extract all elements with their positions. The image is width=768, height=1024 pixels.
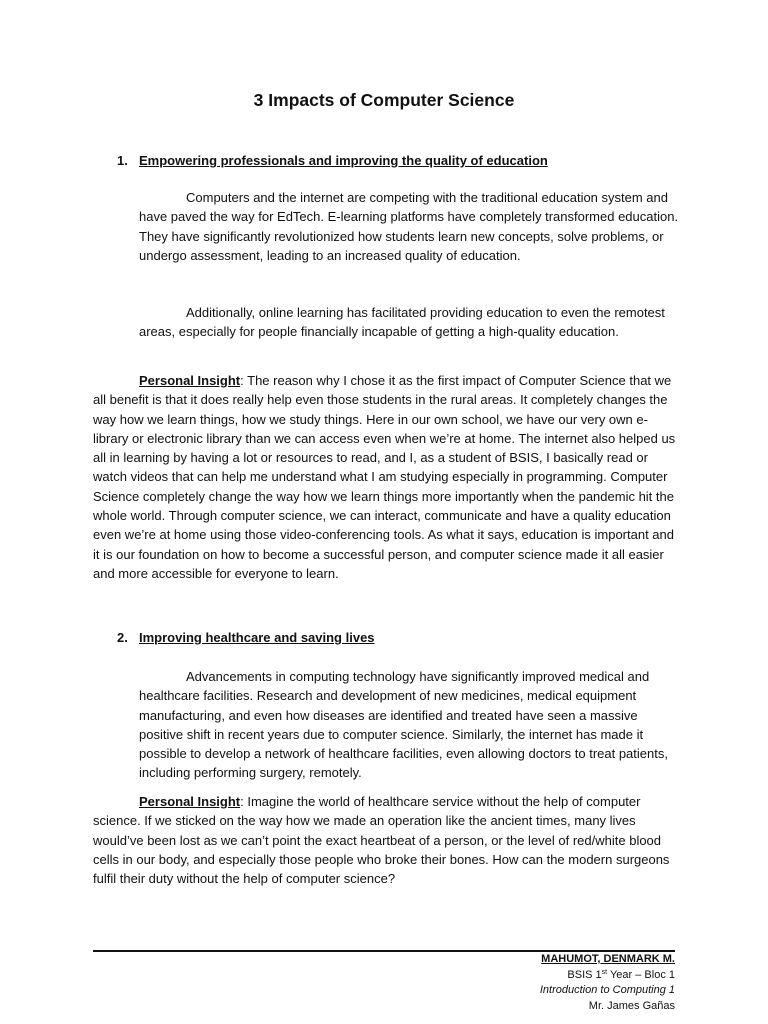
author-name: MAHUMOT, DENMARK M. [541, 953, 675, 965]
section-1-number: 1. [117, 153, 128, 168]
section-1-paragraph-2: Additionally, online learning has facilitated providing education to even the remotest areas, especially for people financially incapable of getting a high-quality education. [139, 305, 665, 340]
section-1-personal-insight [93, 371, 679, 583]
program-ordinal: st [601, 968, 608, 976]
program: BSIS 1 [567, 968, 602, 981]
footer [540, 952, 675, 1014]
section-1-insight-text: : The reason why I chose it as the first impact of Computer Science that we all benefit is that it does really help even those students in the rural areas. It completely changes the way how we learn things, how we study things. Here in our own school, we have our very own e-library or electronic library than we can access even when we’re at home. The internet also helped us all in learning by having a lot or resources to read, and I, as a student of BSIS, I basically read or watch videos that can help me understand what I am studying especially in programming. Computer Science completely change the way how we learn things more importantly when the pandemic hit the whole world. Through computer science, we can interact, communicate and have a quality education even we’re at home using those video-conferencing tools. As what it says, education is important and it is our foundation on how to become a successful person, and computer science made it all easier and more accessible for everyone to learn. [93, 373, 676, 581]
instructor-name: Mr. James Gañas [588, 999, 675, 1012]
year-bloc: Year – Bloc 1 [607, 968, 675, 981]
section-1-heading [117, 152, 548, 170]
program-year-bloc [540, 968, 675, 984]
section-2-paragraph-1: Advancements in computing technology have significantly improved medical and healthcare facilities. Research and development of new medicines, medical equipment manufacturing, and even how diseases are identified and treated have seen a massive positive shift in recent years due to computer science. Similarly, the internet has made it possible to develop a network of healthcare facilities, even allowing doctors to treat patients, including performing surgery, remotely. [139, 669, 668, 781]
section-2-personal-insight [93, 792, 679, 888]
section-2-number: 2. [117, 630, 128, 645]
section-2-title: Improving healthcare and saving lives [139, 630, 375, 645]
section-1-title: Empowering professionals and improving the quality of education [139, 153, 548, 168]
section-2-insight-label: Personal Insight [139, 794, 241, 809]
section-1-paragraph-1: Computers and the internet are competing with the traditional education system and have paved the way for EdTech. E-learning platforms have completely transformed education. They have significantly revolutionized how students learn new concepts, solve problems, or undergo assessment, leading to an increased quality of education. [139, 190, 679, 263]
page-title: 3 Impacts of Computer Science [253, 90, 515, 110]
section-2-heading [117, 629, 375, 647]
section-1-insight-label: Personal Insight [139, 373, 241, 388]
section-2-insight-text: : Imagine the world of healthcare service without the help of computer science. If we sticked on the way how we made an operation like the ancient times, many lives would’ve been lost as we can’t point the exact heartbeat of a person, or the level of red/white blood cells in our body, and especially those people who broke their bones. How can the modern surgeons fulfil their duty without the help of computer science? [93, 794, 670, 887]
course-name: Introduction to Computing 1 [539, 984, 675, 996]
